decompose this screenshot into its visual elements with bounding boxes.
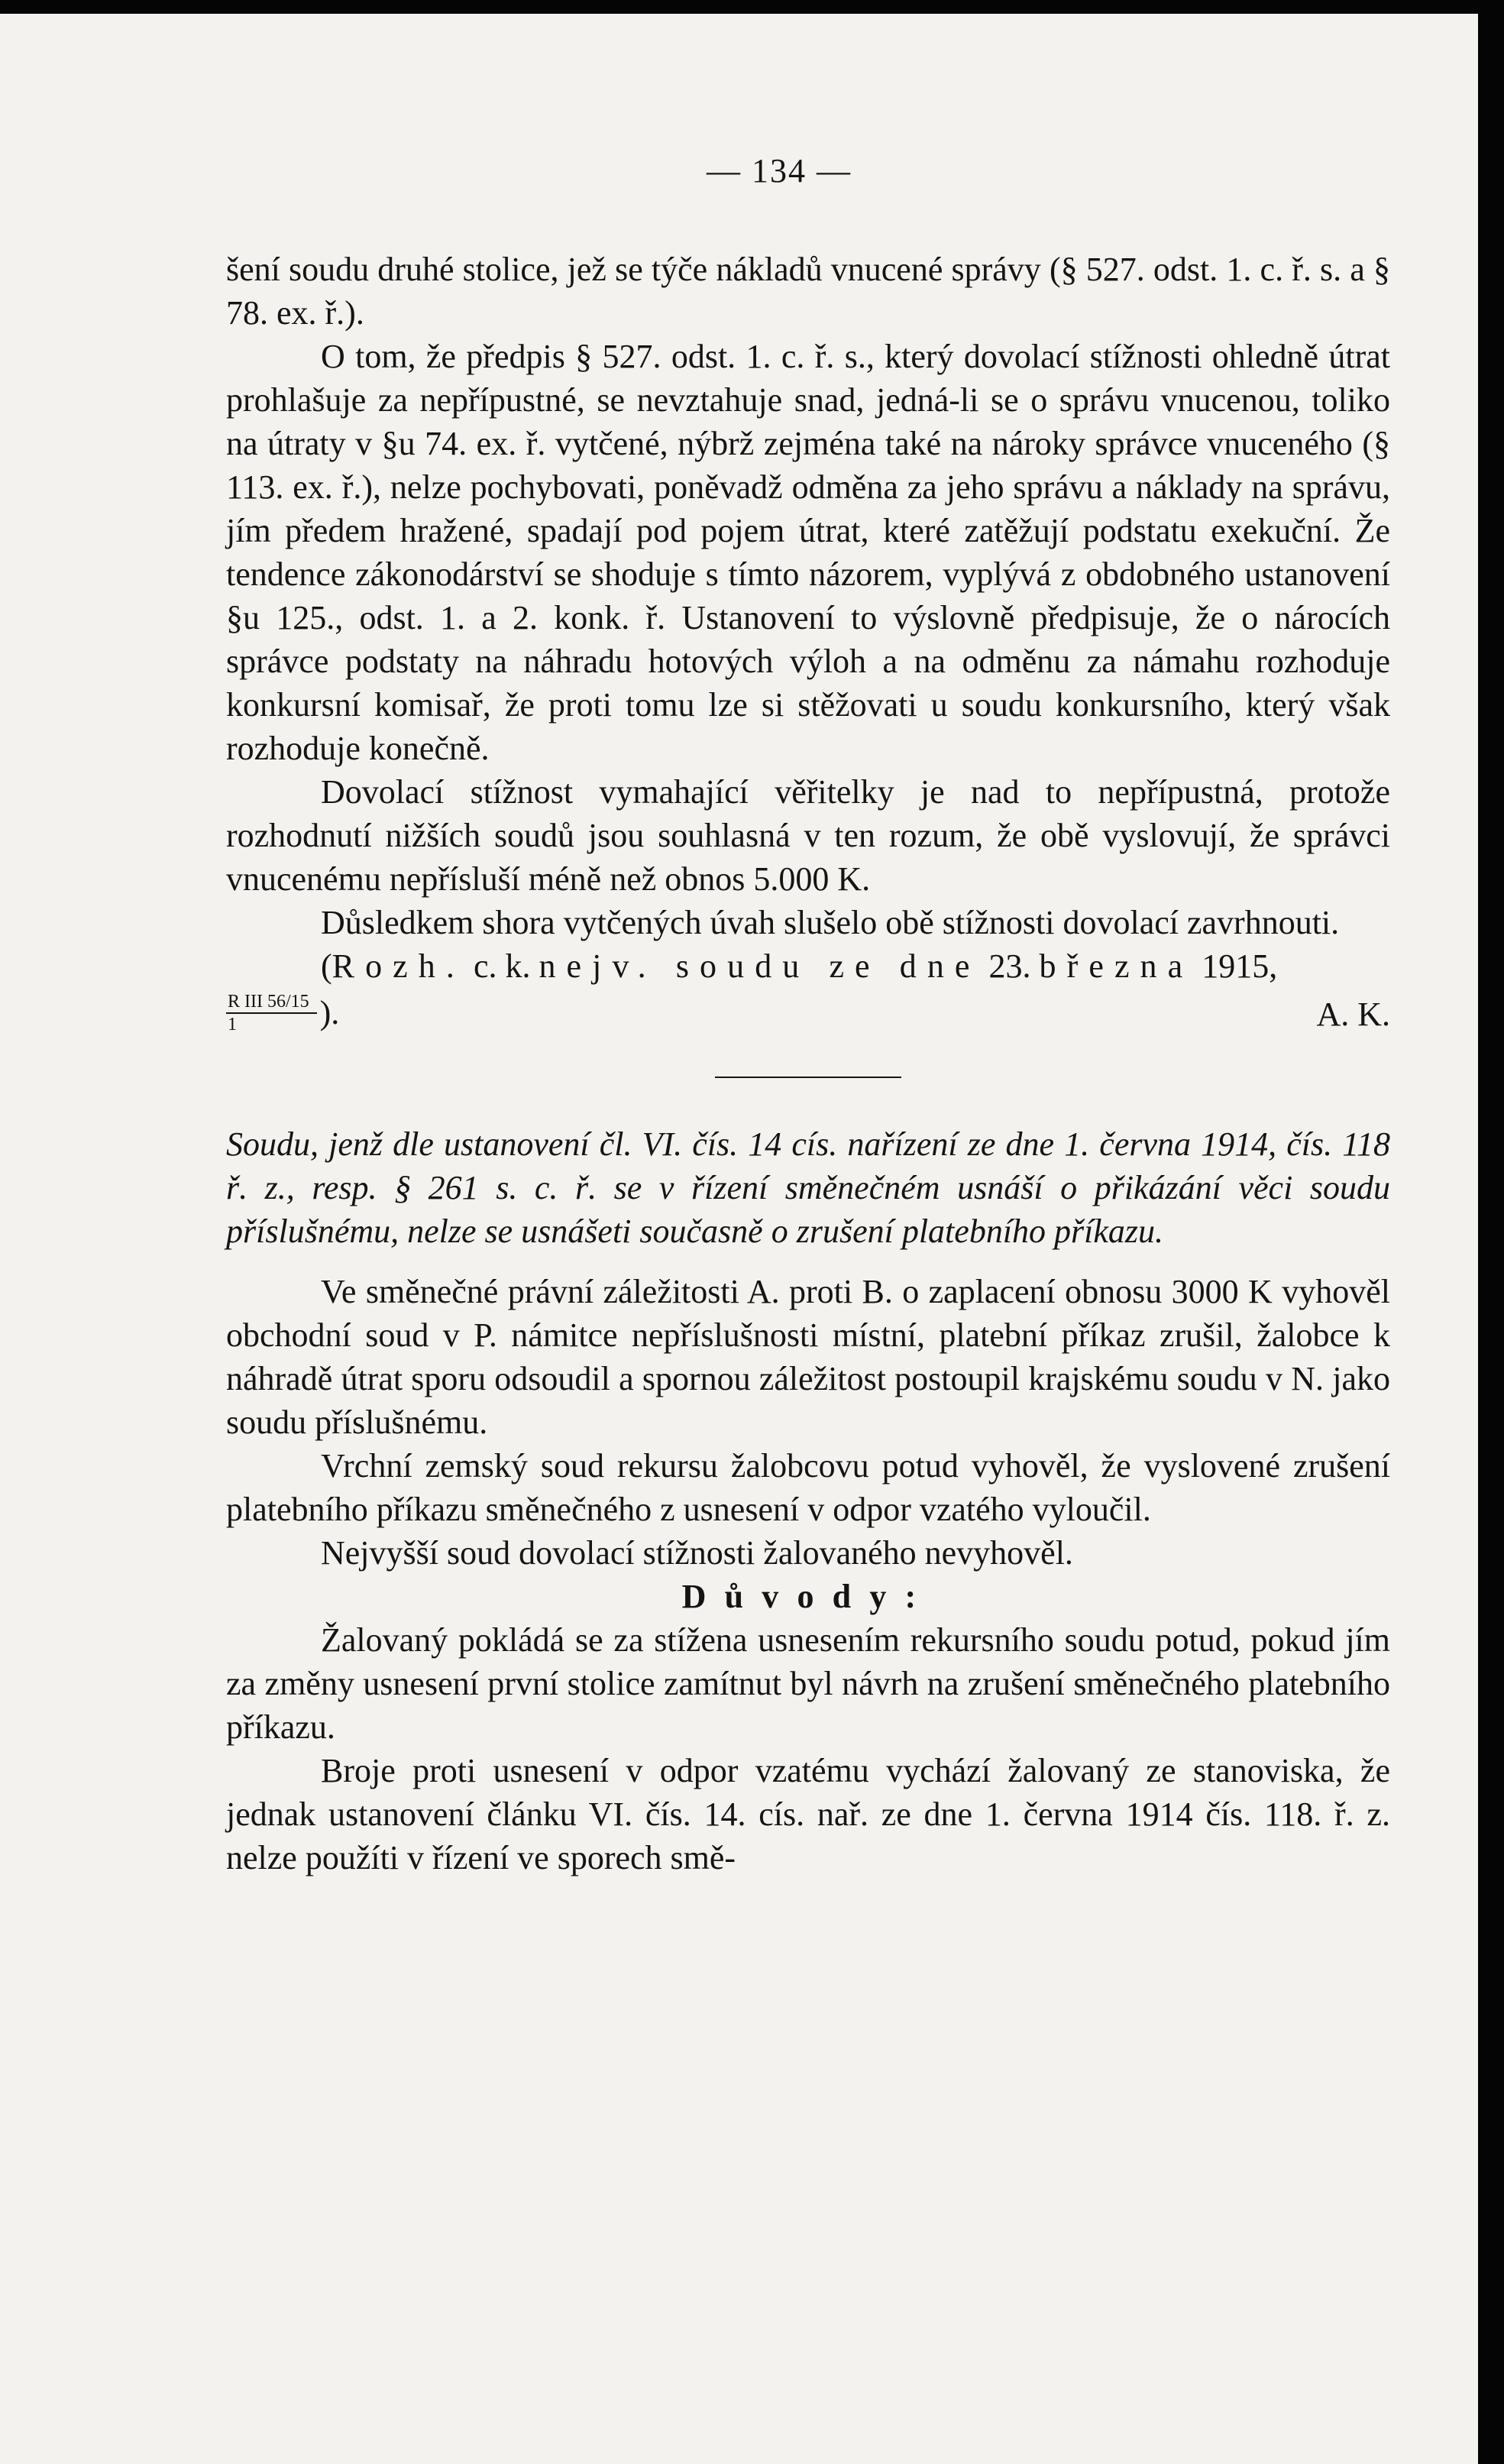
paragraph-conclusion: Důsledkem shora vytčených úvah slušelo obě stížnosti dovolací zavrhnouti. xyxy=(321,904,1340,941)
reasons-paragraph-2: Broje proti usnesení v odpor vzatému vychází žalovaný ze stanoviska, že jednak ustanovení článku VI. čís. 14. cís. nař. ze dne 1. června 1914 čís. 118. ř. z. nelze použíti v řízení ve sporech smě- xyxy=(226,1752,1390,1876)
decision-citation xyxy=(226,944,1390,988)
facts-paragraph-3: Nejvyšší soud dovolací stížnosti žalovaného nevyhověl. xyxy=(321,1534,1073,1572)
decision-reference xyxy=(226,991,339,1035)
section-divider xyxy=(715,1077,901,1078)
reference-denominator: 1 xyxy=(228,1015,237,1034)
reference-fraction xyxy=(226,991,317,1035)
author-initials: A. K. xyxy=(1316,996,1390,1033)
page-sheet xyxy=(0,14,1478,2464)
reasons-paragraph-1: Žalovaný pokládá se za stížena usnesením rekursního soudu potud, pokud jím za změny usnesení první stolice zamítnut byl návrh na zrušení směnečného platebního příkazu. xyxy=(226,1621,1390,1746)
paragraph-fee-reasoning: O tom, že předpis § 527. odst. 1. c. ř. s., který dovolací stížnosti ohledně útrat prohlašuje za nepřípustné, se nevztahuje snad, jedná-li se o správu vnucenou, toliko na útraty v §u 74. ex. ř. vytčené, nýbrž zejména také na nároky správce vnuceného (§ 113. ex. ř.), nelze pochybovati, poněvadž odměna za jeho správu a náklady na správu, jím předem hražené, spadají pod pojem útrat, které zatěžují podstatu exekuční. Že tendence zákonodárství se shoduje s tímto názorem, vyplývá z obdobného ustanovení §u 125., odst. 1. a 2. konk. ř. Ustanovení to výslovně předpisuje, že o nárocích správce podstaty na náhradu hotových výloh a na odměnu za námahu rozhoduje konkursní komisař, že proti tomu lze si stěžovati u soudu konkursního, který však rozhoduje konečně. xyxy=(226,338,1390,767)
citation-rozh: Rozh. xyxy=(332,947,465,985)
citation-open-paren: ( xyxy=(321,947,332,985)
citation-month: března xyxy=(1039,947,1194,985)
paragraph-continuation: šení soudu druhé stolice, jež se týče nákladů vnucené správy (§ 527. odst. 1. c. ř. s. a § 78. ex. ř.). xyxy=(226,251,1390,332)
citation-year: 1915, xyxy=(1193,947,1278,985)
reference-close: ). xyxy=(319,994,340,1031)
paragraph-inadmissibility: Dovolací stížnost vymahající věřitelky je nad to nepřípustná, protože rozhodnutí nižších soudů jsou souhlasná v ten rozum, že obě vyslovují, že správci vnucenému nepřísluší méně než obnos 5.000 K. xyxy=(226,773,1390,898)
facts-paragraph-2: Vrchní zemský soud rekursu žalobcovu potud vyhověl, že vyslovené zrušení platebního příkazu směnečného z usnesení v odpor vzatého vyloučil. xyxy=(226,1447,1390,1528)
reference-numerator: R III 56/15 xyxy=(226,991,317,1014)
page-number: — 134 — xyxy=(707,152,852,189)
page-body xyxy=(226,248,1390,1880)
facts-paragraph-1: Ve směnečné právní záležitosti A. proti B. o zaplacení obnosu 3000 K vyhověl obchodní soud v P. námitce nepříslušnosti místní, platební příkaz zrušil, žalobce k náhradě útrat sporu odsoudil a spornou záležitost postoupil krajskému soudu v N. jako soudu příslušnému. xyxy=(226,1273,1390,1441)
citation-court: nejv. soudu ze dne xyxy=(539,947,981,985)
headnote: Soudu, jenž dle ustanovení čl. VI. čís. 14 cís. nařízení ze dne 1. června 1914, čís. 118 ř. z., resp. § 261 s. c. ř. se v řízení směnečném usnáší o přikázání věci soudu příslušnému, nelze se usnášeti současně o zrušení platebního příkazu. xyxy=(226,1125,1390,1250)
citation-day: 23. xyxy=(980,947,1040,985)
reasons-heading: Důvody: xyxy=(681,1578,935,1615)
decision-signature-row xyxy=(226,991,1390,1046)
citation-court-prefix: c. k. xyxy=(464,947,539,985)
